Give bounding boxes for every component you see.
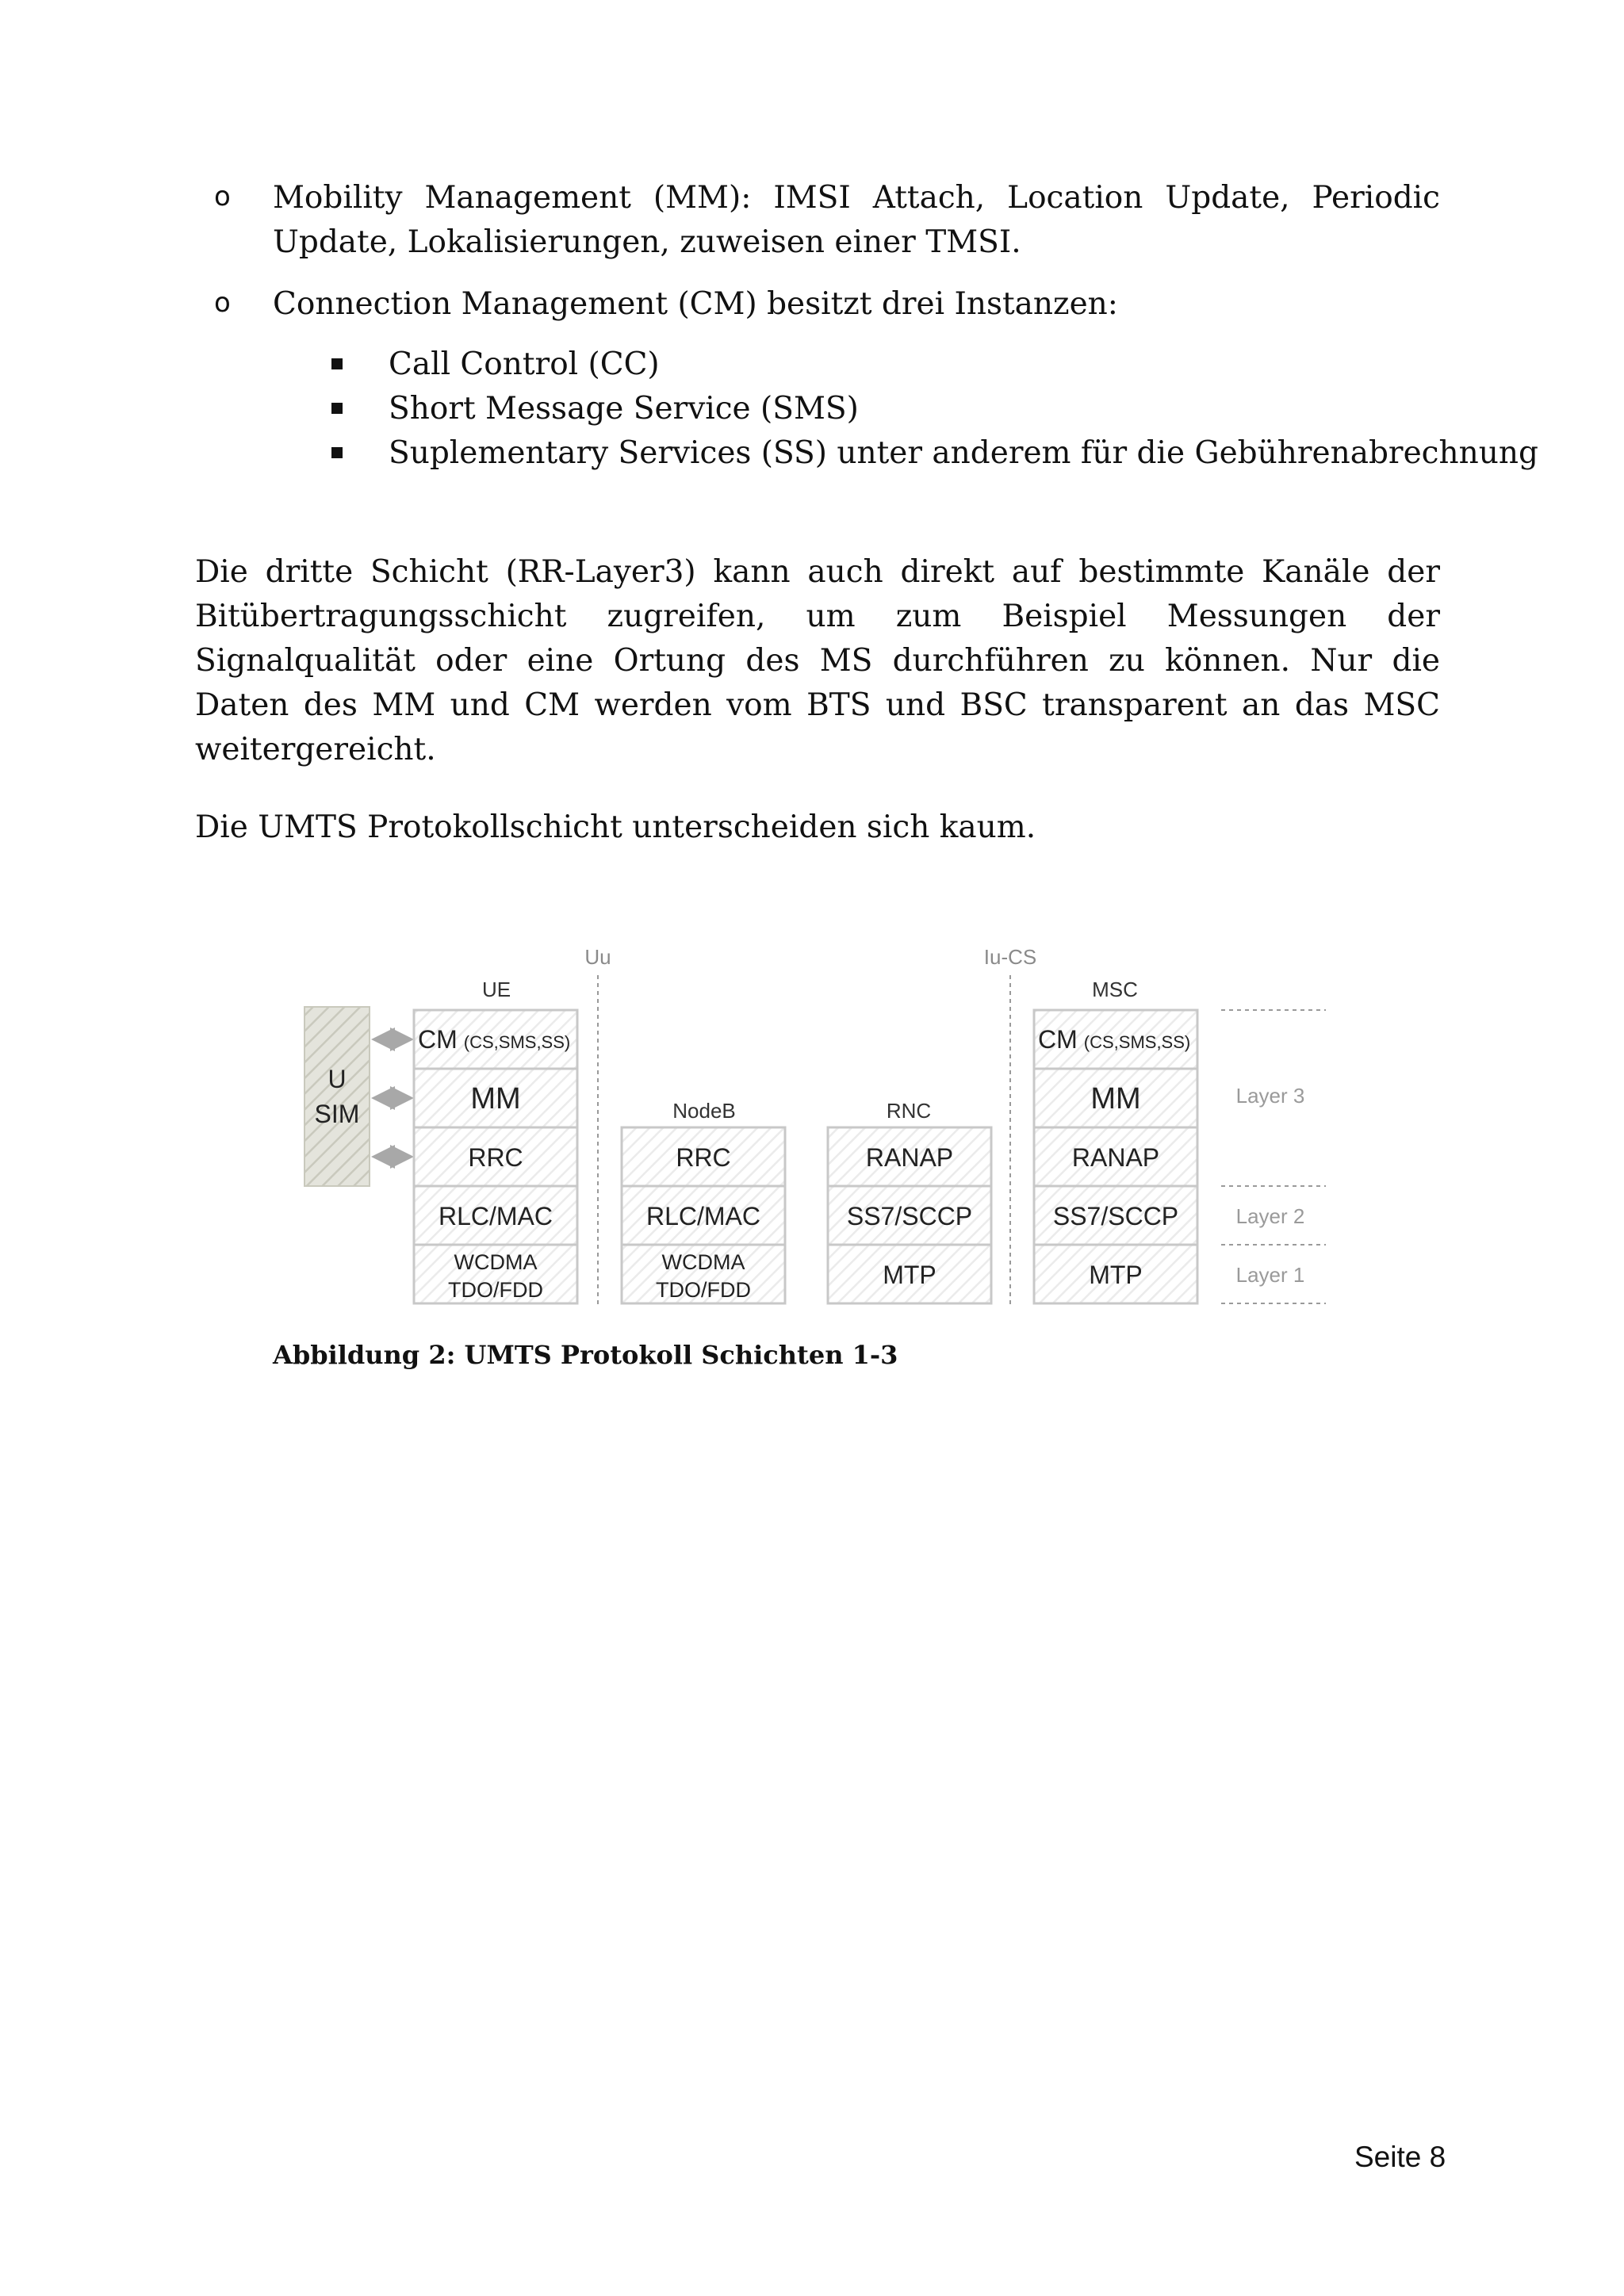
nodeb-phy-label-line1: WCDMA [661,1250,745,1274]
ue-title: UE [481,978,511,1001]
bullet-marker: o [214,181,231,212]
msc-cm-label: CM (CS,SMS,SS) [1038,1025,1191,1054]
msc-ranap-label: RANAP [1071,1143,1160,1172]
layer-3-label: Layer 3 [1235,1084,1305,1108]
nodeb-phy-label-line2: TDO/FDD [656,1278,751,1302]
layer-2-label: Layer 2 [1235,1204,1305,1228]
ue-phy-label-line1: WCDMA [454,1250,538,1274]
bullet-text-connection-management: Connection Management (CM) besitzt drei Instanzen: [273,286,1118,322]
bullet-text-mobility-management: Mobility Management (MM): IMSI Attach, Location Update, Periodic Update, Lokalisierungen, zuweisen einer TMSI. [273,180,1440,260]
rnc-ss7-label: SS7/SCCP [846,1202,973,1230]
page-number: Seite 8 [1354,2141,1446,2173]
msc-title: MSC [1092,978,1138,1001]
msc-mm-label: MM [1090,1082,1141,1115]
msc-mtp-label: MTP [1089,1261,1143,1289]
sub-bullet-call-control: Call Control (CC) [389,346,660,382]
nodeb-rlc-label: RLC/MAC [645,1202,761,1230]
rnc-mtp-label: MTP [883,1261,936,1289]
ue-mm-label: MM [470,1082,521,1115]
sub-bullet-supplementary-services: Suplementary Services (SS) unter anderem für die Gebührenabrechnung [389,435,1538,471]
figure-caption: Abbildung 2: UMTS Protokoll Schichten 1-3 [273,1340,898,1370]
paragraph-umts-intro: Die UMTS Protokollschicht unterscheiden sich kaum. [195,809,1036,845]
ue-phy-label-line2: TDO/FDD [448,1278,543,1302]
nodeb-rrc-label: RRC [676,1143,731,1172]
nodeb-title: NodeB [672,1099,736,1123]
rnc-title: RNC [886,1099,932,1123]
usim-label-line2: SIM [314,1100,360,1128]
layer-1-label: Layer 1 [1235,1263,1305,1287]
usim-label-line1: U [327,1065,347,1093]
uu-interface-label: Uu [584,945,611,969]
msc-ss7-label: SS7/SCCP [1052,1202,1179,1230]
bullet-marker: o [214,287,231,319]
rnc-ranap-label: RANAP [865,1143,954,1172]
ue-rlc-label: RLC/MAC [438,1202,553,1230]
usim-block [304,1007,370,1186]
paragraph-rr-layer3: Die dritte Schicht (RR-Layer3) kann auch direkt auf bestimmte Kanäle der Bitübertragungsschicht zugreifen, um zum Beispiel Messungen der Signalqualität oder eine Ortung des MS durchführen zu können. Nur die Daten des MM und CM werden vom BTS und BSC transparent an das MSC weitergereicht. [195,554,1440,767]
ue-cm-label: CM (CS,SMS,SS) [418,1025,571,1054]
ue-rrc-label: RRC [468,1143,523,1172]
sub-bullet-sms: Short Message Service (SMS) [389,391,859,427]
iucs-interface-label: Iu-CS [983,945,1037,969]
